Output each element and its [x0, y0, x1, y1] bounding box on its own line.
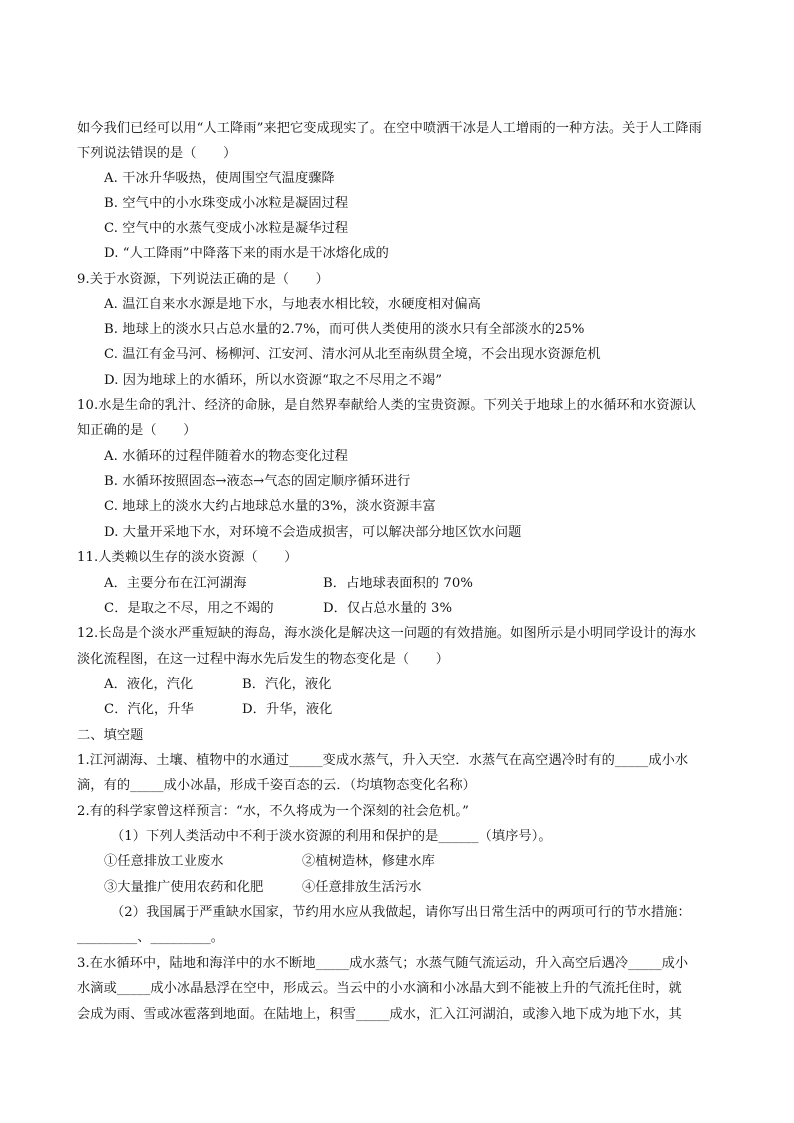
text-line: 知正确的是（ ） [77, 423, 197, 438]
option-line: D. 大量开采地下水，对环境不会造成损害，可以解决部分地区饮水问题 [104, 525, 522, 540]
text-line: 如今我们已经可以用“人工降雨”来把它变成现实了。在空中喷洒干冰是人工增雨的一种方法。关于人工降雨 [77, 121, 702, 136]
option-line: A. 干冰升华吸热，使周围空气温度骤降 [104, 171, 335, 186]
option-line: D. “人工降雨”中降落下来的雨水是干冰熔化成的 [104, 246, 389, 261]
option-line: C. 地球上的淡水大约占地球总水量的3%，淡水资源丰富 [104, 499, 436, 514]
subquestion-line: （1）下列人类活动中不利于淡水资源的利用和保护的是______（填序号）。 [111, 829, 552, 844]
option-line: D．仅占总水量的 3% [323, 601, 453, 616]
option-line: ③大量推广使用农药和化肥 [104, 880, 264, 895]
question-line: 1.江河湖海、土壤、植物中的水通过_____变成水蒸气，升入天空．水蒸气在高空遇冷时有的_____成小水 [77, 753, 689, 768]
option-line: B. 地球上的淡水只占总水量的2.7%，而可供人类使用的淡水只有全部淡水的25% [104, 322, 585, 337]
option-line: ④任意排放生活污水 [302, 880, 422, 895]
option-line: D．升华，液化 [242, 702, 333, 717]
answer-blank-line: _________、_________。 [77, 930, 225, 945]
option-line: B．汽化，液化 [242, 677, 332, 692]
option-line: ①任意排放工业废水 [104, 854, 224, 869]
option-line: C．汽化，升华 [104, 702, 194, 717]
subquestion-line: （2）我国属于严重缺水国家，节约用水应从我做起，请你写出日常生活中的两项可行的节水措施： [111, 905, 691, 920]
option-line: C. 空气中的水蒸气变成小冰粒是凝华过程 [104, 221, 349, 236]
option-line: B. 水循环按照固态→液态→气态的固定顺序循环进行 [104, 474, 411, 489]
option-line: A. 水循环的过程伴随着水的物态变化过程 [104, 449, 349, 464]
option-line: A．液化，汽化 [104, 677, 194, 692]
text-line: 淡化流程图，在这一过程中海水先后发生的物态变化是（ ） [77, 652, 450, 667]
option-line: B. 空气中的小水珠变成小冰粒是凝固过程 [104, 196, 349, 211]
option-line: ②植树造林，修建水库 [302, 854, 435, 869]
text-line: 下列说法错误的是（ ） [77, 146, 237, 161]
option-line: C. 温江有金马河、杨柳河、江安河、清水河从北至南纵贯全境，不会出现水资源危机 [104, 347, 601, 362]
option-line: B．占地球表面积的 70% [323, 576, 473, 591]
question-line: 2.有的科学家曾这样预言：“水，不久将成为一个深刻的社会危机。” [77, 804, 469, 819]
question-line: 11.人类赖以生存的淡水资源（ ） [77, 550, 298, 565]
question-line: 10.水是生命的乳汁、经济的命脉，是自然界奉献给人类的宝贵资源。下列关于地球上的水循环和水资源认 [77, 398, 697, 413]
option-line: C．是取之不尽，用之不竭的 [104, 601, 274, 616]
text-line: 滴，有的_____成小冰晶，形成千姿百态的云．（均填物态变化名称） [77, 778, 476, 793]
option-line: A. 温江自来水水源是地下水，与地表水相比较，水硬度相对偏高 [104, 297, 481, 312]
text-line: 会成为雨、雪或冰雹落到地面。在陆地上，积雪_____成水，汇入江河湖泊，或渗入地下成为地下水，其 [77, 1007, 682, 1022]
section-heading: 二、填空题 [77, 728, 144, 743]
option-line: D. 因为地球上的水循环，所以水资源“取之不尽用之不竭” [104, 373, 443, 388]
question-line: 3.在水循环中，陆地和海洋中的水不断地_____成水蒸气；水蒸气随气流运动，升入高空后遇冷_____成小 [77, 956, 689, 971]
text-line: 水滴或_____成小冰晶悬浮在空中，形成云。当云中的小水滴和小冰晶大到不能被上升的气流托住时，就 [77, 981, 682, 996]
question-line: 12.长岛是个淡水严重短缺的海岛，海水淡化是解决这一问题的有效措施。如图所示是小明同学设计的海水 [77, 626, 697, 641]
question-line: 9.关于水资源，下列说法正确的是（ ） [77, 272, 329, 287]
option-line: A．主要分布在江河湖海 [104, 576, 247, 591]
